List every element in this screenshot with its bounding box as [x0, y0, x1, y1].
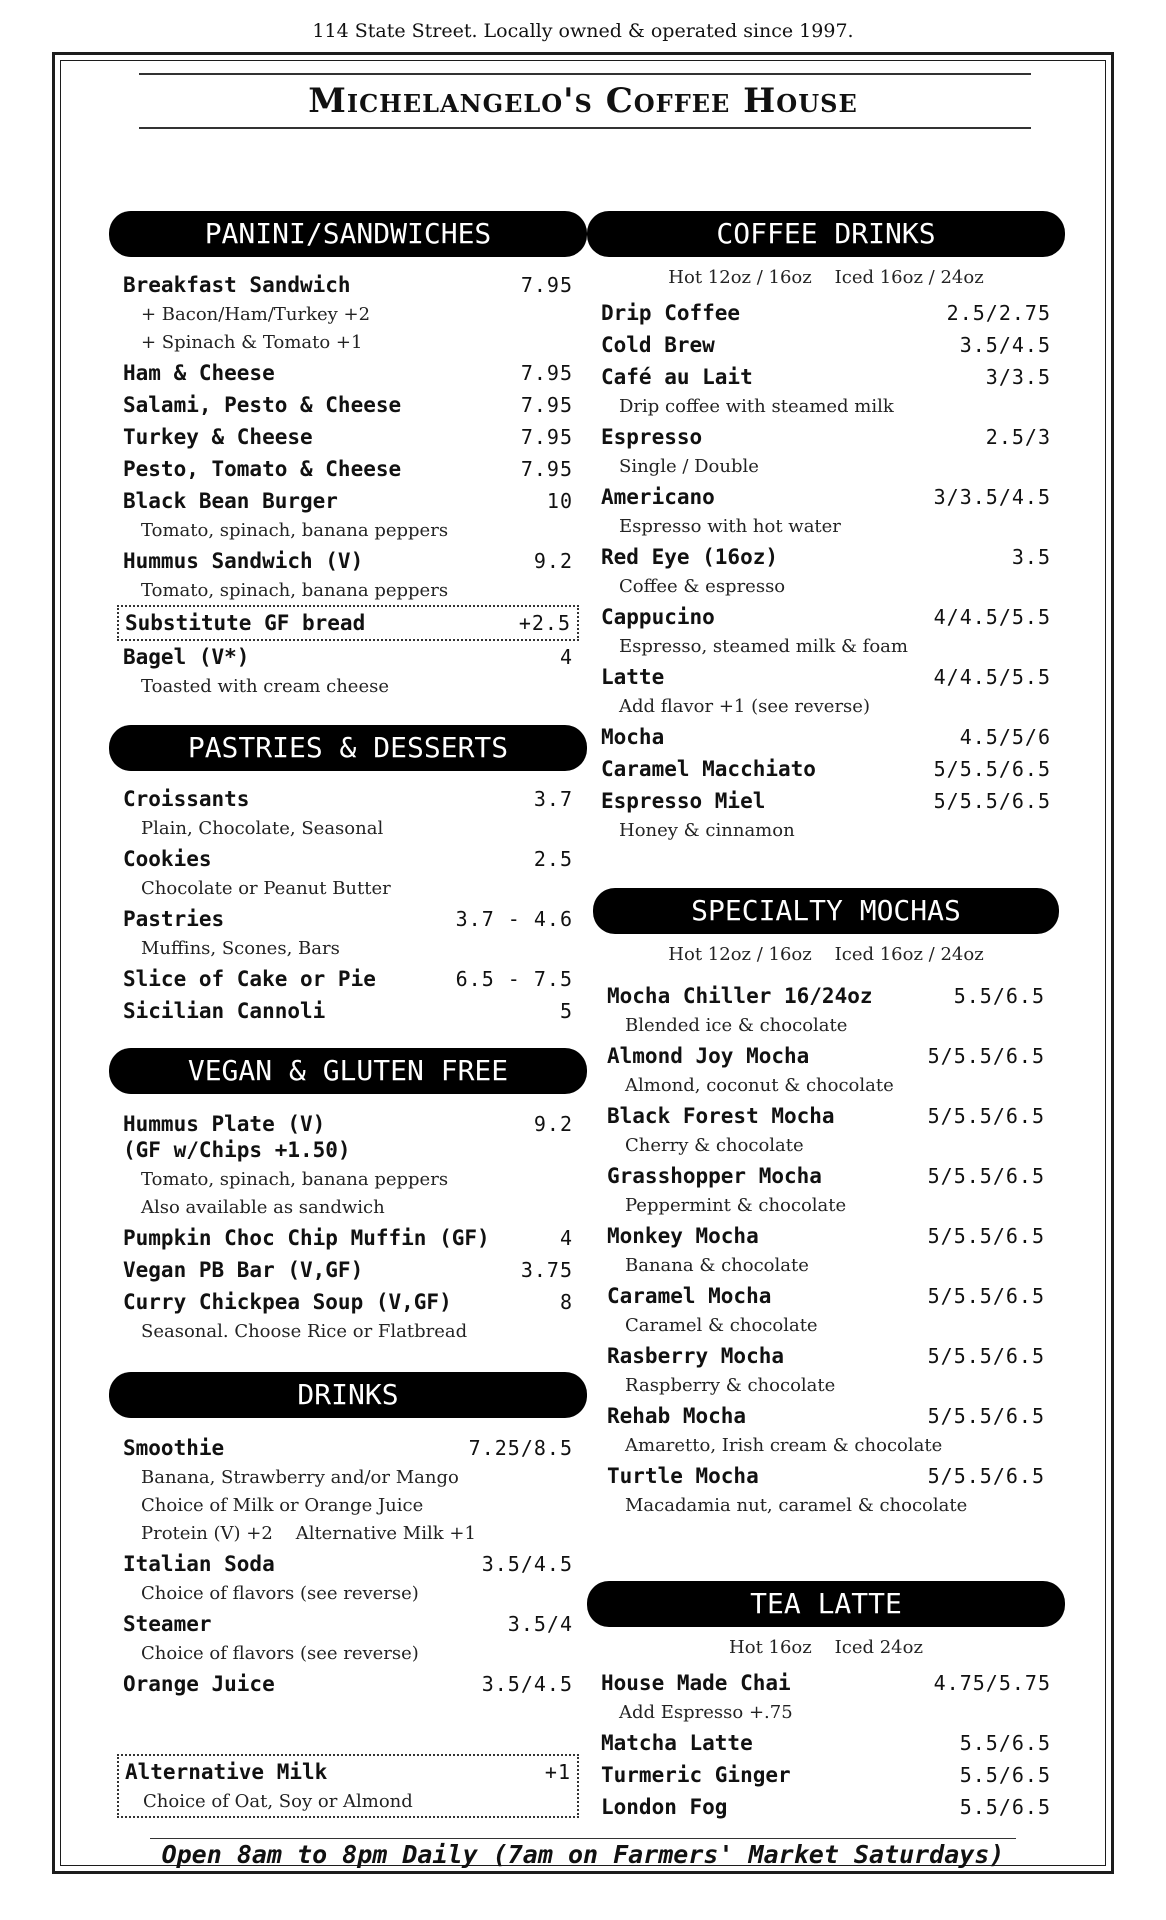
item-price: 7.95: [520, 425, 573, 449]
item-desc: Amaretto, Irish cream & chocolate: [625, 1435, 943, 1456]
menu-item: [601, 297, 1051, 329]
item-desc: Protein (V) +2 Alternative Milk +1: [141, 1523, 476, 1544]
tagline: 114 State Street. Locally owned & operated since 1997.: [312, 20, 854, 42]
item-name: Italian Soda: [123, 1552, 275, 1576]
menu-item: [123, 1286, 573, 1346]
item-desc: Single / Double: [619, 456, 759, 477]
item-price: 5/5.5/6.5: [927, 1104, 1045, 1128]
section-heading: COFFEE DRINKS: [587, 211, 1065, 257]
item-desc: Choice of flavors (see reverse): [141, 1583, 419, 1604]
menu-item: [123, 783, 573, 843]
menu-item: [123, 269, 573, 357]
item-price: 7.25/8.5: [468, 1436, 573, 1460]
item-desc: Toasted with cream cheese: [141, 676, 389, 697]
item-name: Mocha Chiller 16/24oz: [607, 984, 873, 1008]
item-price: 10: [546, 489, 573, 513]
menu-item-boxed: [117, 605, 579, 641]
menu-item: [123, 1108, 573, 1222]
item-name: Monkey Mocha: [607, 1224, 759, 1248]
item-name: Pumpkin Choc Chip Muffin (GF): [123, 1226, 490, 1250]
menu-item: [607, 1100, 1045, 1160]
item-desc: Muffins, Scones, Bars: [141, 938, 340, 959]
item-name: Bagel (V*): [123, 645, 250, 669]
menu-item: [123, 1432, 573, 1548]
item-name: Espresso Miel: [601, 789, 766, 813]
item-desc: Tomato, spinach, banana peppers: [141, 520, 449, 541]
item-price: 3.5/4.5: [959, 333, 1051, 357]
item-desc: Espresso, steamed milk & foam: [619, 636, 908, 657]
item-name: Curry Chickpea Soup (V,GF): [123, 1290, 452, 1314]
item-price: 2.5/3: [985, 425, 1051, 449]
menu-item: [123, 1222, 573, 1254]
menu-item: [607, 980, 1045, 1040]
item-desc: Macadamia nut, caramel & chocolate: [625, 1495, 968, 1516]
item-name: Slice of Cake or Pie: [123, 967, 376, 991]
menu-item: [601, 361, 1051, 421]
item-name: Caramel Mocha: [607, 1284, 772, 1308]
item-name: London Fog: [601, 1795, 728, 1819]
menu-item: [601, 785, 1051, 845]
section-coffee: [601, 211, 1051, 845]
menu-item: [601, 1759, 1051, 1791]
item-desc: Banana, Strawberry and/or Mango: [141, 1467, 459, 1488]
item-name: Hummus Plate (V): [123, 1112, 326, 1136]
item-desc: Peppermint & chocolate: [625, 1195, 847, 1216]
menu-item: [607, 1220, 1045, 1280]
item-price: 5/5.5/6.5: [933, 789, 1051, 813]
menu-item: [123, 357, 573, 389]
item-name: Latte: [601, 665, 665, 689]
section-drinks: [123, 1372, 573, 1818]
item-desc: Honey & cinnamon: [619, 820, 795, 841]
item-name: Rehab Mocha: [607, 1404, 747, 1428]
item-name: Sicilian Cannoli: [123, 999, 326, 1023]
item-price: 5/5.5/6.5: [927, 1404, 1045, 1428]
menu-item: [123, 903, 573, 963]
menu-frame: [52, 52, 1114, 1874]
size-note: Hot 12oz / 16oz Iced 16oz / 24oz: [668, 267, 984, 288]
item-name: Mocha: [601, 725, 665, 749]
item-desc: Cherry & chocolate: [625, 1135, 804, 1156]
item-name: Salami, Pesto & Cheese: [123, 393, 402, 417]
item-price: 4.5/5/6: [959, 725, 1051, 749]
item-name: Turmeric Ginger: [601, 1763, 791, 1787]
item-price: 2.5/2.75: [946, 301, 1051, 325]
item-desc: Choice of flavors (see reverse): [141, 1643, 419, 1664]
item-name: House Made Chai: [601, 1671, 791, 1695]
item-desc: Tomato, spinach, banana peppers: [141, 580, 449, 601]
item-desc: Banana & chocolate: [625, 1255, 809, 1276]
menu-item-boxed: [117, 1754, 579, 1818]
menu-item: [123, 485, 573, 545]
item-price: 9.2: [533, 1112, 573, 1136]
section-heading: PANINI/SANDWICHES: [109, 211, 587, 257]
menu-item: [123, 1668, 573, 1700]
menu-item: [123, 421, 573, 453]
item-name: Pesto, Tomato & Cheese: [123, 457, 402, 481]
item-name: Caramel Macchiato: [601, 757, 816, 781]
item-desc: + Spinach & Tomato +1: [141, 332, 363, 353]
menu-item: [601, 481, 1051, 541]
title-rule-bottom: [139, 127, 1031, 129]
item-name: Turkey & Cheese: [123, 425, 313, 449]
item-name: Vegan PB Bar (V,GF): [123, 1258, 364, 1282]
section-vegan-gf: [123, 1048, 573, 1346]
item-price: 5/5.5/6.5: [927, 1164, 1045, 1188]
item-name: Substitute GF bread: [125, 611, 366, 635]
menu-item: [601, 541, 1051, 601]
item-price: 9.2: [533, 549, 573, 573]
item-price: 3.5/4.5: [481, 1552, 573, 1576]
item-name: Cold Brew: [601, 333, 715, 357]
item-price: 5/5.5/6.5: [927, 1284, 1045, 1308]
menu-item: [607, 1280, 1045, 1340]
menu-item: [123, 843, 573, 903]
item-price: 3/3.5/4.5: [933, 485, 1051, 509]
menu-item: [607, 1340, 1045, 1400]
menu-item: [123, 389, 573, 421]
menu-item: [601, 1727, 1051, 1759]
section-heading: DRINKS: [109, 1372, 587, 1418]
section-specialty-mochas: [607, 888, 1045, 1520]
item-price: 3.5: [1011, 545, 1051, 569]
size-note: Hot 16oz Iced 24oz: [729, 1637, 923, 1658]
item-name: Drip Coffee: [601, 301, 741, 325]
item-price: 4/4.5/5.5: [933, 605, 1051, 629]
item-price: 3.5/4.5: [481, 1672, 573, 1696]
item-name: Breakfast Sandwich: [123, 273, 351, 297]
item-desc: Choice of Oat, Soy or Almond: [143, 1791, 413, 1812]
section-heading: SPECIALTY MOCHAS: [593, 888, 1059, 934]
item-desc: Choice of Milk or Orange Juice: [141, 1495, 424, 1516]
item-price: +2.5: [518, 611, 571, 635]
menu-item: [601, 1791, 1051, 1823]
item-price: 3.7 - 4.6: [455, 907, 573, 931]
section-pastries: [123, 725, 573, 1027]
menu-item: [123, 995, 573, 1027]
menu-item: [123, 641, 573, 701]
item-price: 7.95: [520, 273, 573, 297]
item-price: 5/5.5/6.5: [933, 757, 1051, 781]
item-name: Orange Juice: [123, 1672, 275, 1696]
item-price: 4: [559, 645, 573, 669]
item-price: 5.5/6.5: [959, 1795, 1051, 1819]
item-price: +1: [544, 1760, 571, 1784]
menu-item: [601, 1667, 1051, 1727]
item-price: 5/5.5/6.5: [927, 1224, 1045, 1248]
item-price: 2.5: [533, 847, 573, 871]
item-price: 7.95: [520, 457, 573, 481]
item-name: Pastries: [123, 907, 225, 931]
item-desc: Coffee & espresso: [619, 576, 786, 597]
item-desc: Blended ice & chocolate: [625, 1015, 848, 1036]
menu-item: [607, 1460, 1045, 1520]
section-heading: TEA LATTE: [587, 1581, 1065, 1627]
item-name: Rasberry Mocha: [607, 1344, 785, 1368]
item-price: 3.5/4: [507, 1612, 573, 1636]
menu-title: Michelangelo's Coffee House: [308, 81, 858, 121]
item-name: Smoothie: [123, 1436, 225, 1460]
item-desc: Almond, coconut & chocolate: [625, 1075, 894, 1096]
menu-item: [601, 329, 1051, 361]
section-panini: [123, 211, 573, 701]
size-note: Hot 12oz / 16oz Iced 16oz / 24oz: [668, 944, 984, 965]
menu-item: [123, 545, 573, 605]
menu-item: [601, 661, 1051, 721]
item-desc: Seasonal. Choose Rice or Flatbread: [141, 1321, 468, 1342]
title-rule-top: [139, 73, 1031, 75]
menu-item: [123, 1254, 573, 1286]
item-price: 5/5.5/6.5: [927, 1044, 1045, 1068]
item-name: Grasshopper Mocha: [607, 1164, 822, 1188]
menu-item: [123, 1608, 573, 1668]
item-price: 3/3.5: [985, 365, 1051, 389]
menu-item: [607, 1400, 1045, 1460]
section-heading: VEGAN & GLUTEN FREE: [109, 1048, 587, 1094]
item-name: Almond Joy Mocha: [607, 1044, 810, 1068]
item-desc: Add Espresso +.75: [619, 1702, 793, 1723]
item-name: Turtle Mocha: [607, 1464, 759, 1488]
section-heading: PASTRIES & DESSERTS: [109, 725, 587, 771]
item-name: Croissants: [123, 787, 250, 811]
item-price: 7.95: [520, 361, 573, 385]
item-name: Matcha Latte: [601, 1731, 753, 1755]
item-name-extra: (GF w/Chips +1.50): [123, 1138, 351, 1162]
item-price: 4/4.5/5.5: [933, 665, 1051, 689]
menu-item: [601, 421, 1051, 481]
hours-footer: Open 8am to 8pm Daily (7am on Farmers' Market Saturdays): [161, 1840, 1005, 1869]
item-name: Espresso: [601, 425, 703, 449]
item-name: Black Bean Burger: [123, 489, 338, 513]
menu-item: [607, 1040, 1045, 1100]
menu-item: [123, 453, 573, 485]
item-desc: Chocolate or Peanut Butter: [141, 878, 391, 899]
menu-item: [123, 1548, 573, 1608]
item-name: Ham & Cheese: [123, 361, 275, 385]
item-name: Red Eye (16oz): [601, 545, 779, 569]
item-price: 5/5.5/6.5: [927, 1464, 1045, 1488]
item-desc: Caramel & chocolate: [625, 1315, 818, 1336]
item-price: 4: [559, 1226, 573, 1250]
item-name: Café au Lait: [601, 365, 753, 389]
item-name: Black Forest Mocha: [607, 1104, 835, 1128]
item-price: 4.75/5.75: [933, 1671, 1051, 1695]
item-price: 3.75: [520, 1258, 573, 1282]
item-price: 5.5/6.5: [953, 984, 1045, 1008]
item-name: Alternative Milk: [125, 1760, 328, 1784]
section-tea-latte: [601, 1581, 1051, 1823]
item-desc: Tomato, spinach, banana peppers: [141, 1169, 449, 1190]
item-price: 7.95: [520, 393, 573, 417]
item-price: 8: [559, 1290, 573, 1314]
item-price: 5/5.5/6.5: [927, 1344, 1045, 1368]
item-price: 6.5 - 7.5: [455, 967, 573, 991]
item-name: Hummus Sandwich (V): [123, 549, 364, 573]
item-desc: Also available as sandwich: [141, 1197, 385, 1218]
item-name: Cappucino: [601, 605, 715, 629]
item-desc: Espresso with hot water: [619, 516, 841, 537]
item-desc: Plain, Chocolate, Seasonal: [141, 818, 384, 839]
item-price: 5.5/6.5: [959, 1763, 1051, 1787]
menu-item: [123, 963, 573, 995]
item-desc: Raspberry & chocolate: [625, 1375, 836, 1396]
menu-item: [601, 753, 1051, 785]
item-desc: + Bacon/Ham/Turkey +2: [141, 304, 371, 325]
item-name: Cookies: [123, 847, 212, 871]
item-price: 5: [559, 999, 573, 1023]
item-name: Steamer: [123, 1612, 212, 1636]
footer-rule: [150, 1838, 1016, 1839]
menu-item: [601, 601, 1051, 661]
menu-item: [601, 721, 1051, 753]
item-desc: Drip coffee with steamed milk: [619, 396, 894, 417]
item-price: 5.5/6.5: [959, 1731, 1051, 1755]
menu-item: [607, 1160, 1045, 1220]
item-desc: Add flavor +1 (see reverse): [619, 696, 870, 717]
item-name: Americano: [601, 485, 715, 509]
item-price: 3.7: [533, 787, 573, 811]
